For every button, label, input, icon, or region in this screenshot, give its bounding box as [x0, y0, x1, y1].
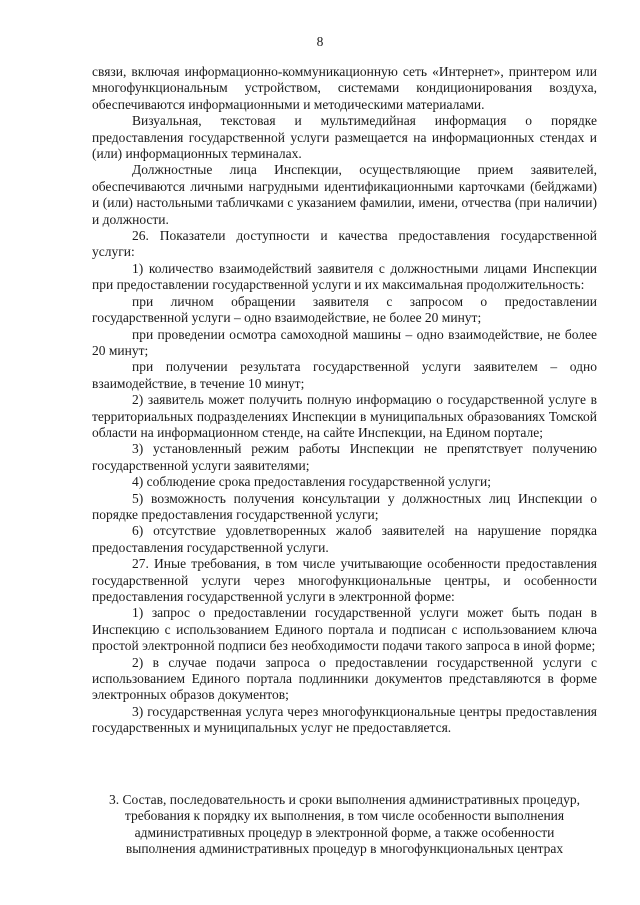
list-item: 4) соблюдение срока предоставления государственной услуги;	[132, 474, 492, 490]
section-heading-line: административных процедур в электронной форме, а также особенности	[134, 824, 555, 840]
paragraph: Визуальная, текстовая и мультимедийная информация о порядке предоставления государственной услуги размещается на информационных стендах и (или) информационных терминалах.	[92, 113, 597, 162]
list-item: при проведении осмотра самоходной машины – одно взаимодействие, не более 20 минут;	[92, 326, 597, 358]
list-item: 1) количество взаимодействий заявителя с должностными лицами Инспекции при предоставлении государственной услуги и их максимальная продолжительность:	[92, 260, 597, 293]
list-item: 2) заявитель может получить полную информацию о государственной услуге в территориальных подразделениях Инспекции в муниципальных образованиях Томской области на информационном стенде, на сайте Инспекции, на Едином портале;	[92, 392, 597, 440]
body-text	[92, 64, 597, 737]
paragraph-item-27: 27. Иные требования, в том числе учитывающие особенности предоставления государственной услуги через многофункциональные центры, и особенности предоставления государственной услуги в электронной форме:	[92, 556, 597, 604]
paragraph-continuation: связи, включая информационно-коммуникационную сеть «Интернет», принтером или многофункциональным устройством, системами кондиционирования воздуха, обеспечиваются информационными и методическими материалами.	[92, 64, 597, 112]
list-item: 2) в случае подачи запроса о предоставлении государственной услуги с использованием Единого портала подлинники документов представляются в форме электронных образов документов;	[92, 654, 597, 703]
section-heading-line: требования к порядку их выполнения, в том числе особенности выполнения	[124, 808, 565, 824]
page-number: 8	[316, 34, 324, 49]
section-heading-line: выполнения административных процедур в многофункциональных центрах	[125, 841, 564, 857]
list-item: при личном обращении заявителя с запросом о предоставлении государственной услуги – одно взаимодействие, не более 20 минут;	[92, 293, 597, 326]
section-heading-line: 3. Состав, последовательность и сроки выполнения административных процедур,	[108, 792, 581, 807]
list-item: 3) государственная услуга через многофункциональные центры предоставления государственных и муниципальных услуг не предоставляется.	[92, 703, 597, 736]
list-item: 1) запрос о предоставлении государственной услуги может быть подан в Инспекцию с использованием Единого портала и подписан с использованием ключа простой электронной подписи без необходимости подачи такого запроса в иной форме;	[92, 605, 597, 654]
paragraph: Должностные лица Инспекции, осуществляющие прием заявителей, обеспечиваются личными нагрудными идентификационными карточками (бейджами) и (или) настольными табличками с указанием фамилии, имени, отчества (при наличии) и должности.	[92, 162, 597, 227]
paragraph-item-26: 26. Показатели доступности и качества предоставления государственной услуги:	[92, 228, 597, 260]
list-item: при получении результата государственной услуги заявителем – одно взаимодействие, в течение 10 минут;	[92, 359, 597, 391]
list-item: 3) установленный режим работы Инспекции не препятствует получению государственной услуги заявителями;	[92, 441, 597, 473]
section-heading	[92, 792, 597, 858]
list-item: 6) отсутствие удовлетворенных жалоб заявителей на нарушение порядка предоставления государственной услуги.	[92, 523, 597, 555]
list-item: 5) возможность получения консультации у должностных лиц Инспекции о порядке предоставления государственной услуги;	[92, 490, 597, 522]
